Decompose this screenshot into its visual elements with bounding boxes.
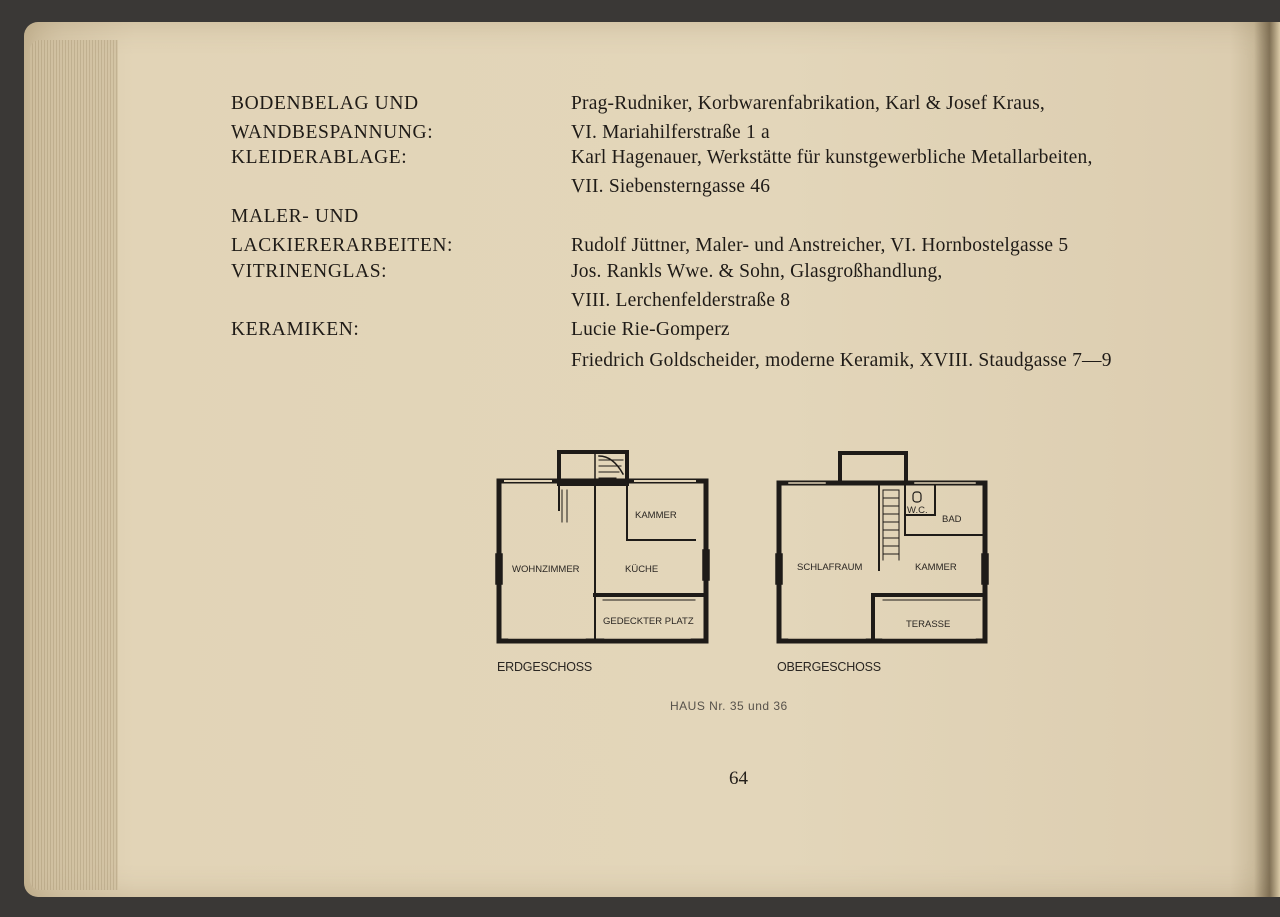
floor-plans	[495, 450, 995, 650]
entry-label: VITRINENGLAS:	[231, 261, 388, 282]
book-gutter	[1254, 22, 1280, 897]
entry-label: MALER- UND LACKIERERARBEITEN:	[231, 206, 454, 256]
entry-description: Prag-Rudniker, Korbwarenfabrikation, Karl & Josef Kraus, VI. Mariahilferstraße 1 a	[571, 93, 1045, 143]
room-label-bad: BAD	[942, 514, 962, 525]
room-label-kueche: KÜCHE	[625, 564, 659, 575]
entry-label: BODENBELAG UND WANDBESPANNUNG:	[231, 93, 434, 143]
entry-description: Rudolf Jüttner, Maler- und Anstreicher, VI. Hornbostelgasse 5	[571, 235, 1069, 256]
room-label-kammer: KAMMER	[635, 510, 677, 521]
plan-caption: HAUS Nr. 35 und 36	[670, 699, 788, 713]
entry-label: KLEIDERABLAGE:	[231, 147, 408, 168]
entry-description: Lucie Rie-Gomperz Friedrich Goldscheider, moderne Keramik, XVIII. Staudgasse 7—9	[571, 319, 1112, 371]
plan-title-obergeschoss: OBERGESCHOSS	[777, 660, 881, 674]
room-label-wohnzimmer: WOHNZIMMER	[512, 564, 580, 575]
entry-description: Karl Hagenauer, Werkstätte für kunstgewerbliche Metallarbeiten, VII. Siebensterngasse 46	[571, 147, 1093, 197]
room-label-schlafraum: SCHLAFRAUM	[797, 562, 863, 573]
entry-label: KERAMIKEN:	[231, 319, 360, 340]
room-label-terasse: TERASSE	[906, 619, 951, 630]
plan-title-erdgeschoss: ERDGESCHOSS	[497, 660, 593, 674]
upper-floor-plan	[776, 453, 988, 641]
room-label-wc: W.C.	[907, 505, 928, 516]
room-label-kammer-upper: KAMMER	[915, 562, 957, 573]
page-edges	[30, 40, 118, 890]
ground-floor-plan	[496, 452, 709, 641]
room-label-gedeckter-platz: GEDECKTER PLATZ	[603, 616, 694, 627]
page-number: 64	[729, 768, 748, 789]
entry-description: Jos. Rankls Wwe. & Sohn, Glasgroßhandlung, VIII. Lerchenfelderstraße 8	[571, 261, 943, 311]
